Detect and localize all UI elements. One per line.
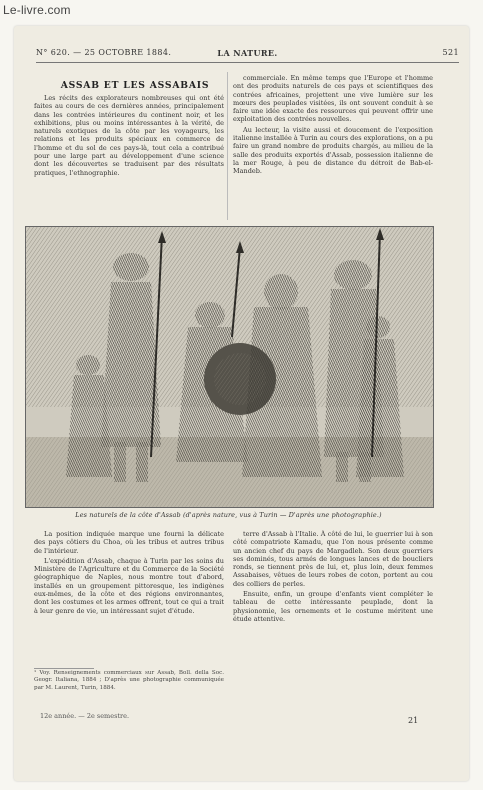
right-column-bottom	[233, 530, 433, 700]
paragraph: Les récits des explorateurs nombreuses qui ont été faites au cours de ces dernières années, principalement dans les contrées intérieures du continent noir, et les exhibitions, plus ou moins intéressantes à la vérité, de naturels exotiques de la côte par les voyageurs, les relations et les produits spéciaux en commerce de l'homme et du sol de ces pays-là, tout cela a contribué pour une large part au développement d'une science dont les découvertes se traduisent par des résultats pratiques, l'ethnographie.	[34, 94, 224, 177]
engraving-illustration	[25, 226, 434, 508]
journal-title: LA NATURE.	[217, 48, 278, 58]
paragraph: Ensuite, enfin, un groupe d'enfants vient compléter le tableau de cette intéressante peuplade, dont la physionomie, les ornements et le costume méritent une étude attentive.	[233, 590, 433, 623]
paragraph: Au lecteur, la visite aussi et doucement de l'exposition italienne installée à Turin au cours des explorations, on a pu faire un grand nombre de produits chargés, au milieu de la salle des produits exportés d'Assab, possession italienne de la mer Rouge, à peu de distance du détroit de Bab-el-Mandeb.	[233, 125, 433, 176]
volume-footer: 12e année. — 2e semestre.	[40, 712, 130, 720]
issue-number: N° 620. — 25 OCTOBRE 1884.	[36, 48, 172, 57]
figure-caption: Les naturels de la côte d'Assab (d'après nature, vus à Turin — D'après une photographie.)	[75, 511, 382, 519]
running-header	[36, 48, 459, 62]
watermark: Le-livre.com	[3, 3, 71, 17]
footnote: ¹ Voy. Renseignements commerciaux sur Assab, Boll. della Soc. Geogr. Italiana, 1884 ; D'après une photographie communiquée par M. Laurent, Turin, 1884.	[34, 670, 224, 691]
paragraph: terre d'Assab à l'Italie. À côté de lui, le guerrier lui à son côté compatriote Kamadu, que l'on nous présente comme un ancien chef du pays de Margadleh. Son deux guerriers ses dominés, tous armés de longues lances et de boucliers ronds, se tiennent près de lui, et, plus loin, deux femmes Assabaises, vêtues de leurs robes de coton, portent au cou des colliers de perles.	[233, 530, 433, 588]
page-number: 521	[442, 48, 459, 57]
footnote-rule	[34, 668, 94, 669]
paragraph: La position indiquée marque une fourni la délicate des pays côtiers du Choa, où les tribus et autres tribus de l'intérieur.	[34, 530, 224, 555]
paragraph: commerciale. En même temps que l'Europe et l'homme ont des produits naturels de ces pays et scientifiques des contrées africaines, projettent une vive lumière sur les mœurs des peuplades visitées, ils ont souvent conduit à se faire une idée exacte des ressources qui peuvent offrir une exploitation des contrées nouvelles.	[233, 74, 433, 124]
left-column-bottom	[34, 530, 224, 662]
paragraph: L'expédition d'Assab, chaque à Turin par les soins du Ministère de l'Agriculture et du Commerce de la Société géographique de Naples, nous montre tout d'abord, installés en un groupement pittoresque, les indigènes eux-mêmes, de la côte et des régions environnantes, dont les costumes et les armes offrent, tout ce qui a trait à leur genre de vie, un intéressant sujet d'étude.	[34, 556, 224, 615]
header-rule	[36, 62, 459, 63]
column-rule	[227, 72, 228, 220]
left-column-top	[34, 94, 224, 206]
article-title: ASSAB ET LES ASSABAIS	[60, 80, 210, 91]
signature-mark: 21	[408, 716, 419, 725]
right-column-top	[233, 74, 433, 208]
